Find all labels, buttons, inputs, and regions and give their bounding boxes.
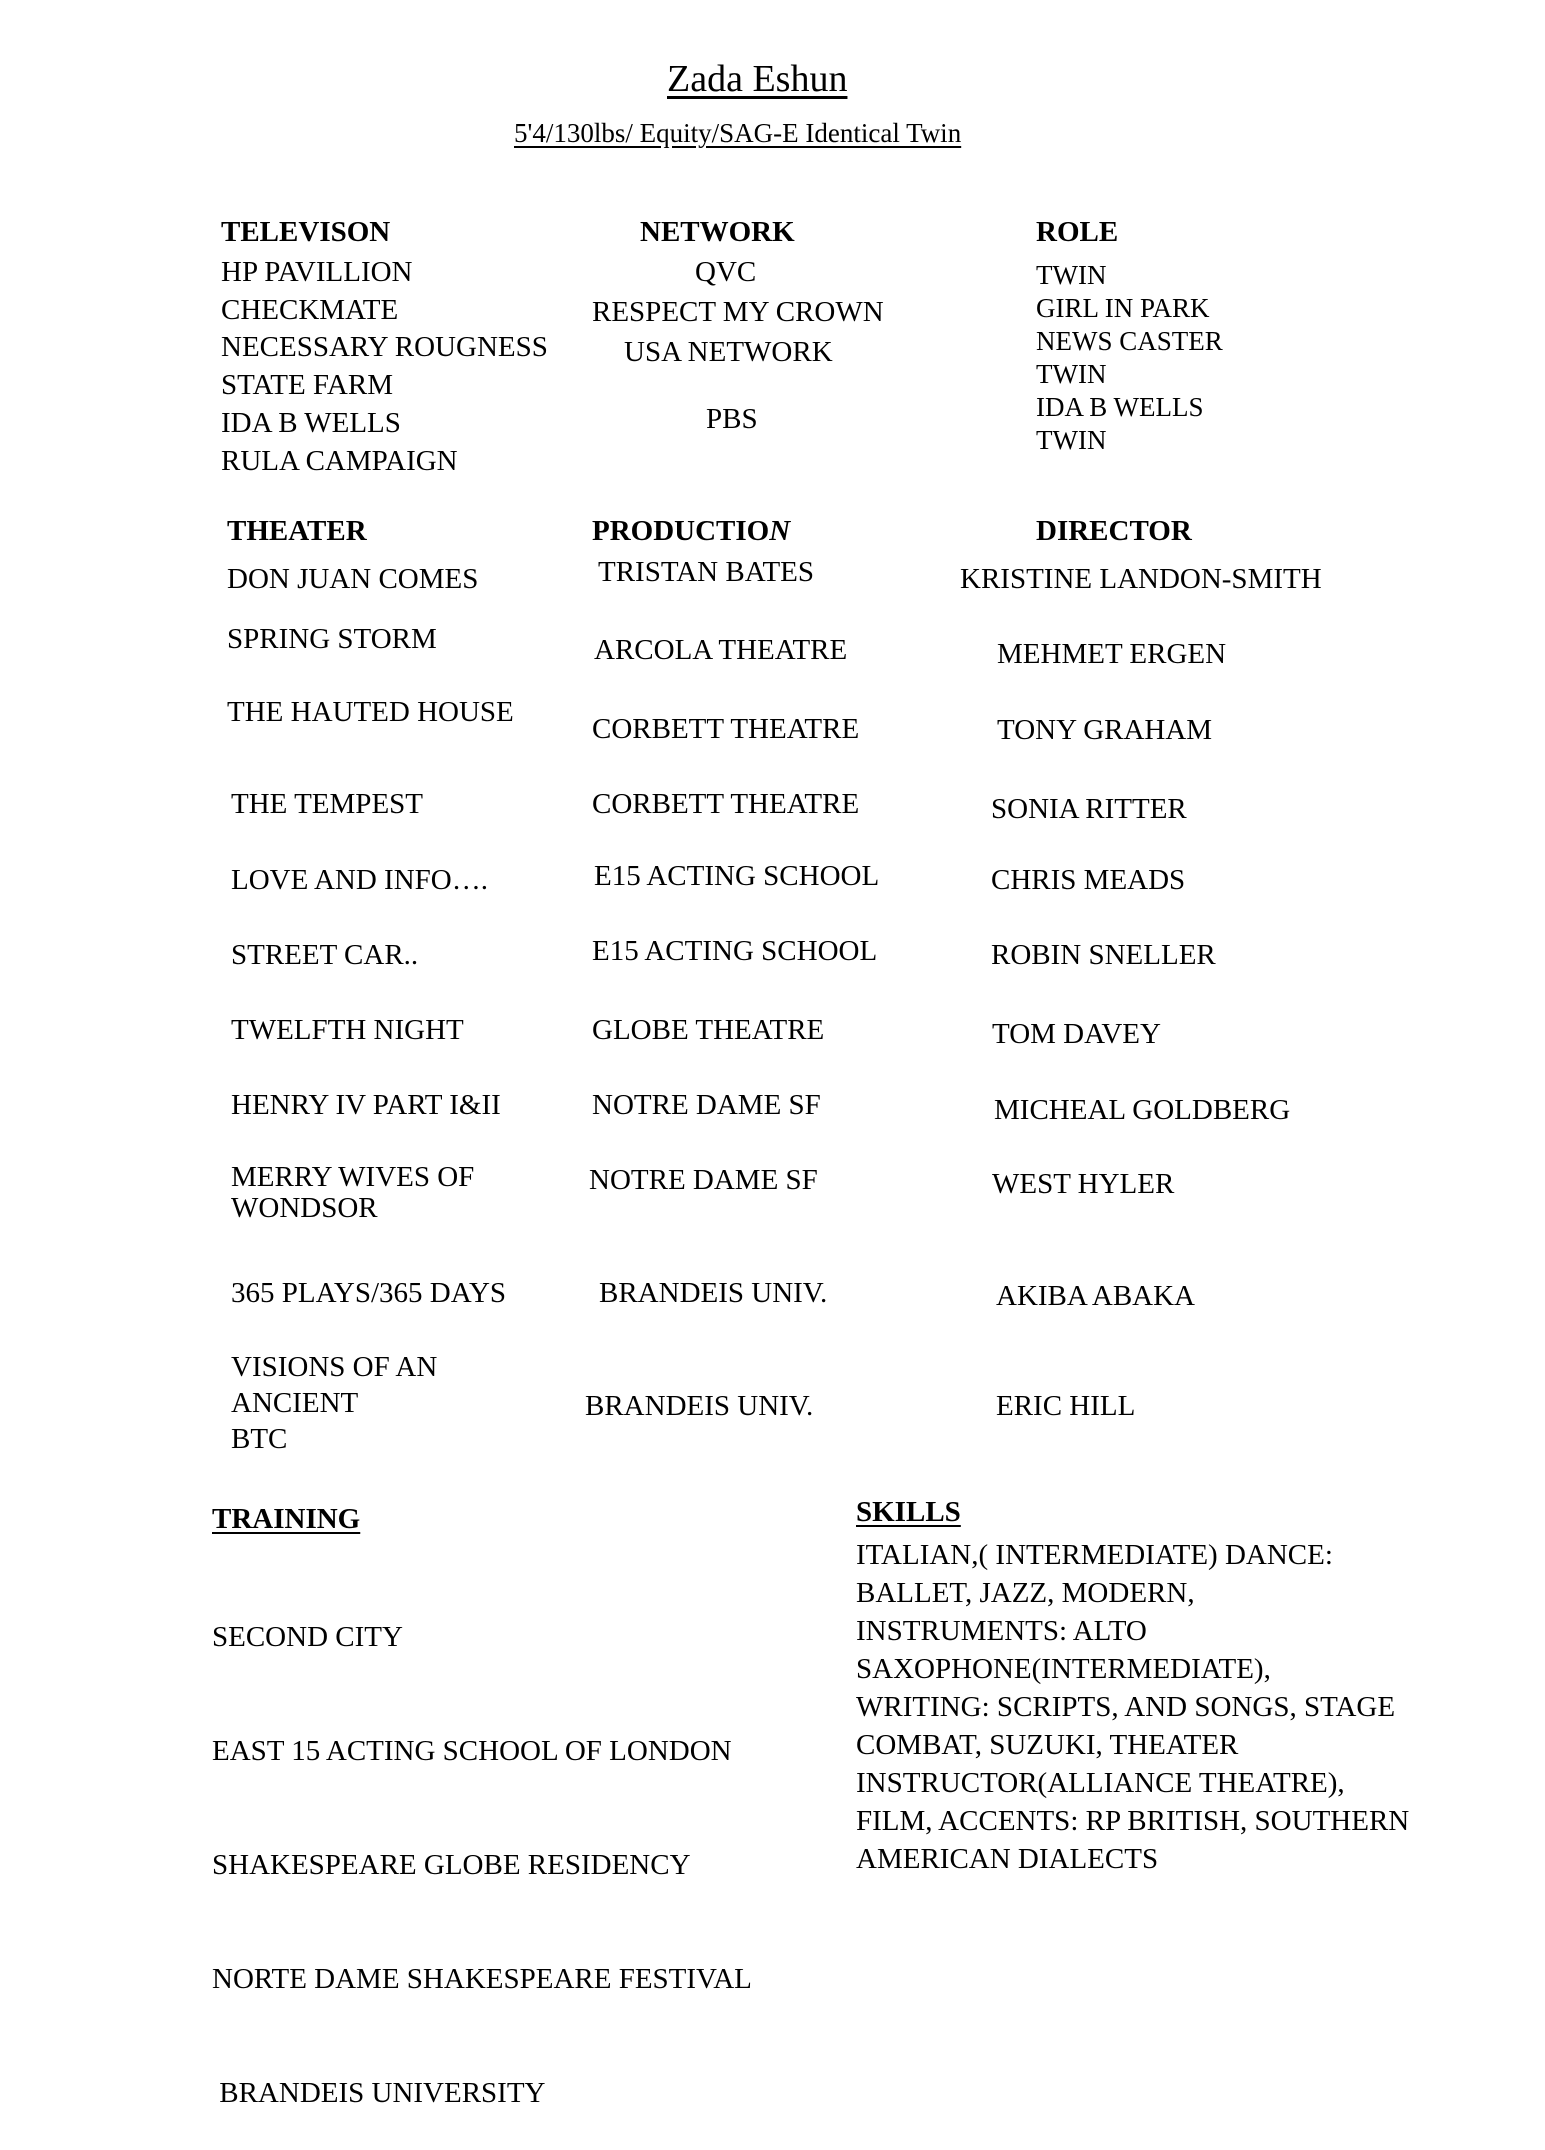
tv-show: HP PAVILLION (221, 256, 413, 288)
training-item: SHAKESPEARE GLOBE RESIDENCY (212, 1849, 691, 1881)
skills-list (856, 1536, 1409, 1878)
tv-network: QVC (695, 256, 757, 288)
theater-director: MICHEAL GOLDBERG (994, 1094, 1291, 1126)
theater-production: TRISTAN BATES (598, 556, 814, 588)
director-header: DIRECTOR (1036, 515, 1192, 547)
theater-play: LOVE AND INFO…. (231, 864, 488, 896)
training-item: EAST 15 ACTING SCHOOL OF LONDON (212, 1735, 732, 1767)
production-header-text: PRODUCTIO (592, 515, 770, 547)
theater-play-line: MERRY WIVES OF (231, 1161, 475, 1193)
theater-director: TOM DAVEY (992, 1018, 1161, 1050)
skills-line: INSTRUMENTS: ALTO (856, 1615, 1147, 1647)
theater-production: NOTRE DAME SF (592, 1089, 821, 1121)
tv-show: NECESSARY ROUGNESS (221, 331, 548, 363)
tv-role: TWIN (1036, 260, 1107, 290)
skills-line: INSTRUCTOR(ALLIANCE THEATRE), (856, 1767, 1345, 1799)
theater-header: THEATER (227, 515, 367, 547)
theater-production: E15 ACTING SCHOOL (594, 860, 880, 892)
role-header: ROLE (1036, 216, 1119, 248)
tv-role: GIRL IN PARK (1036, 293, 1210, 323)
theater-production: E15 ACTING SCHOOL (592, 935, 878, 967)
theater-director: MEHMET ERGEN (997, 638, 1227, 670)
theater-play: THE TEMPEST (231, 788, 423, 820)
theater-production: BRANDEIS UNIV. (585, 1390, 814, 1422)
theater-play: STREET CAR.. (231, 939, 419, 971)
theater-director: SONIA RITTER (991, 793, 1187, 825)
training-item: SECOND CITY (212, 1621, 403, 1653)
theater-play-line: VISIONS OF AN (231, 1351, 438, 1383)
actor-stats: 5'4/130lbs/ Equity/SAG-E Identical Twin (514, 118, 962, 148)
theater-production: CORBETT THEATRE (592, 713, 860, 745)
theater-director: CHRIS MEADS (991, 864, 1186, 896)
tv-role: IDA B WELLS (1036, 392, 1204, 422)
training-item: NORTE DAME SHAKESPEARE FESTIVAL (212, 1963, 752, 1995)
training-header: TRAINING (212, 1503, 361, 1535)
theater-production: NOTRE DAME SF (589, 1164, 818, 1196)
tv-network: USA NETWORK (624, 336, 833, 368)
training-list (212, 1542, 752, 2150)
tv-show: STATE FARM (221, 369, 393, 401)
skills-line: FILM, ACCENTS: RP BRITISH, SOUTHERN (856, 1805, 1410, 1837)
production-header-italic-letter: N (769, 515, 791, 547)
theater-play-line: ANCIENT (231, 1387, 359, 1419)
theater-production: CORBETT THEATRE (592, 788, 860, 820)
theater-director: ERIC HILL (996, 1390, 1136, 1422)
tv-network: RESPECT MY CROWN (592, 296, 884, 328)
theater-director: AKIBA ABAKA (996, 1280, 1195, 1312)
theater-play: TWELFTH NIGHT (231, 1014, 464, 1046)
theater-play: DON JUAN COMES (227, 563, 479, 595)
skills-line: WRITING: SCRIPTS, AND SONGS, STAGE (856, 1691, 1396, 1723)
theater-director: WEST HYLER (992, 1168, 1175, 1200)
theater-director: ROBIN SNELLER (991, 939, 1216, 971)
theater-play: 365 PLAYS/365 DAYS (231, 1277, 507, 1309)
theater-production: ARCOLA THEATRE (594, 634, 848, 666)
theater-director: KRISTINE LANDON-SMITH (960, 563, 1322, 595)
theater-play-line: WONDSOR (231, 1192, 378, 1224)
tv-show: IDA B WELLS (221, 407, 401, 439)
skills-line: SAXOPHONE(INTERMEDIATE), (856, 1653, 1271, 1685)
television-header: TELEVISON (221, 216, 391, 248)
skills-line: ITALIAN,( INTERMEDIATE) DANCE: (856, 1539, 1333, 1571)
production-header (592, 517, 790, 546)
skills-header: SKILLS (856, 1496, 961, 1528)
tv-role: TWIN (1036, 359, 1107, 389)
theater-play (231, 1349, 437, 1457)
theater-play: SPRING STORM (227, 623, 437, 655)
skills-line: COMBAT, SUZUKI, THEATER (856, 1729, 1239, 1761)
network-header: NETWORK (640, 216, 795, 248)
training-item: BRANDEIS UNIVERSITY (212, 2077, 546, 2109)
skills-line: BALLET, JAZZ, MODERN, (856, 1577, 1195, 1609)
theater-production: GLOBE THEATRE (592, 1014, 825, 1046)
tv-show: RULA CAMPAIGN (221, 445, 458, 477)
theater-director: TONY GRAHAM (997, 714, 1213, 746)
tv-network: PBS (706, 403, 758, 435)
skills-line: AMERICAN DIALECTS (856, 1843, 1159, 1875)
actor-name: Zada Eshun (667, 58, 848, 100)
tv-role: NEWS CASTER (1036, 326, 1223, 356)
theater-production: BRANDEIS UNIV. (599, 1277, 828, 1309)
theater-play: THE HAUTED HOUSE (227, 696, 514, 728)
tv-show: CHECKMATE (221, 294, 399, 326)
theater-play: HENRY IV PART I&II (231, 1089, 501, 1121)
theater-play (231, 1162, 474, 1224)
theater-play-line: BTC (231, 1423, 288, 1455)
tv-role: TWIN (1036, 425, 1107, 455)
